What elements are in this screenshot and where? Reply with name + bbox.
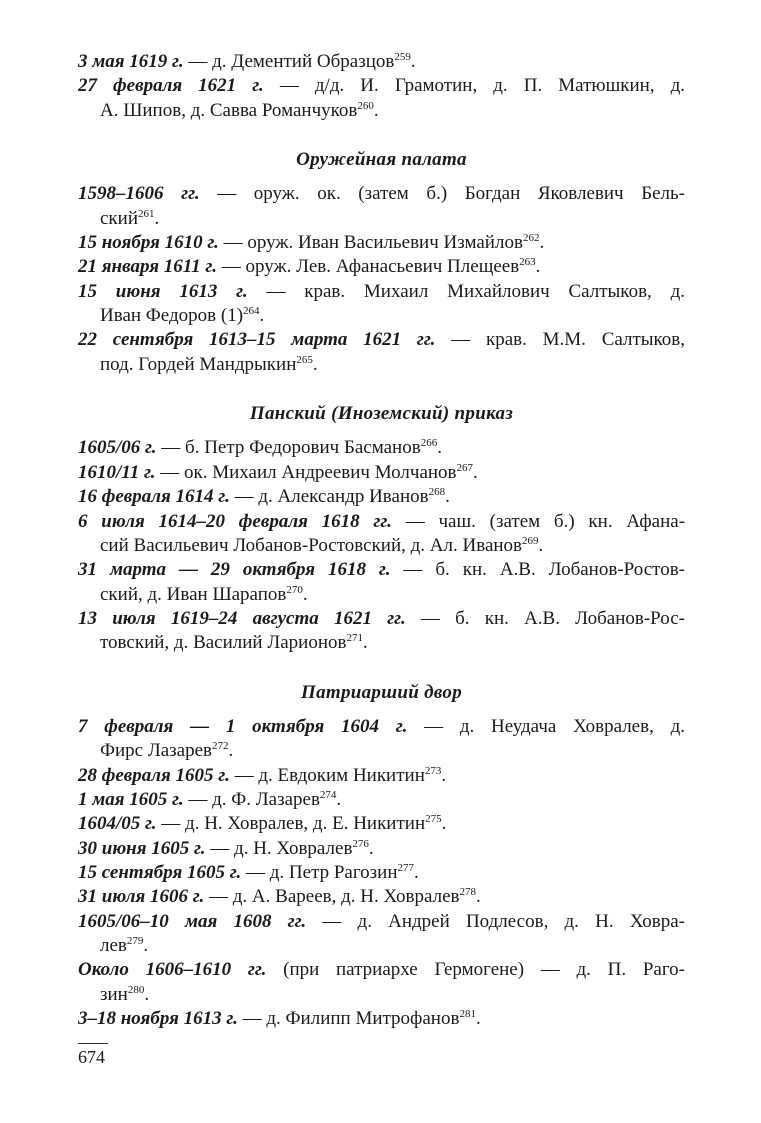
entry-line [78,715,685,739]
entry-text: — д. Александр Иванов [234,486,429,508]
entry-text: — д. Андрей Подлесов, д. Н. Ховра- [322,910,685,932]
entry-text: — б. кн. А.В. Лобанов-Рос- [420,607,685,629]
entry [78,910,685,959]
footnote-ref: 260 [357,99,374,112]
entry [78,861,685,885]
entry-text: — крав. Михаил Михайлович Салтыков, д. [266,280,685,302]
entry-date: 1605/06 г. [78,437,157,459]
entry [78,328,685,377]
entry-line: ский$^{261}$. [100,207,160,229]
entry-text: — крав. М.М. Салтыков, [451,329,685,351]
entry [78,958,685,1007]
footnote-ref: 270 [286,583,303,596]
footnote-ref: 264 [243,305,260,318]
entry-text: ский [100,207,138,229]
entry-text: Иван Федоров (1) [100,305,244,327]
section [78,402,685,655]
entry-text: — оруж. Иван Васильевич Измайлов [223,232,523,254]
entry-line: 15 ноября 1610 г. — оруж. Иван Васильевич Измайлов$^{262}$. [78,232,545,254]
entry-date: 1 мая 1605 г. [78,788,184,810]
entry-text: под. Гордей Мандрыкин [100,353,297,375]
footnote-ref: 263 [519,256,536,269]
section [78,50,685,123]
entry-line: зин$^{280}$. [100,983,150,1005]
entry-line: 3–18 ноября 1613 г. — д. Филипп Митрофанов$^{281}$. [78,1008,481,1030]
entry-date: 31 марта — 29 октября 1618 г. [78,559,391,581]
entry-text: лев [100,935,127,956]
footnote-ref: 275 [425,813,442,826]
entry-line: А. Шипов, д. Савва Романчуков$^{260}$. [100,99,379,121]
section-heading: Патриарший двор [301,681,462,703]
entry-line [78,280,685,304]
entry [78,50,685,74]
entry [78,764,685,788]
entry-line: ский, д. Иван Шарапов$^{270}$. [100,583,308,605]
entry-line [78,510,685,534]
entry-text: — б. кн. А.В. Лобанов-Ростов- [403,559,685,581]
entry [78,280,685,329]
entry [78,74,685,123]
entry-date: 6 июля 1614–20 февраля 1618 гг. [78,510,392,532]
footer-rule [78,1043,108,1044]
entry [78,231,685,255]
entry [78,436,685,460]
entry [78,182,685,231]
entry-line: 1 мая 1605 г. — д. Ф. Лазарев$^{274}$. [78,788,342,810]
entry-line: 16 февраля 1614 г. — д. Александр Иванов$^{268}$. [78,486,450,508]
footnote-ref: 280 [127,983,145,996]
footnote-ref: 266 [420,437,438,450]
entry-line: Иван Федоров $(1)^{264}$. [100,305,265,327]
footnote-ref: 261 [138,207,155,220]
section [78,148,685,377]
entry-text: А. Шипов, д. Савва Романчуков [100,99,358,121]
entry [78,485,685,509]
entry-line: 1610/11 г. — ок. Михаил Андреевич Молчанов$^{267}$. [78,461,478,483]
entry-text: — д/д. И. Грамотин, д. П. Матюшкин, д. [279,75,685,97]
entry [78,607,685,656]
entry-line: Фирс Лазарев$^{272}$. [100,740,234,762]
section-heading: Оружейная палата [296,149,467,171]
entry [78,510,685,559]
footnote-ref: 273 [424,764,442,777]
entry [78,788,685,812]
entry [78,1007,685,1031]
entry-date: 7 февраля — 1 октября 1604 г. [78,715,408,737]
entry-text: — д. Евдоким Никитин [234,764,425,786]
entry-line: под. Гордей Мандрыкин$^{265}$. [100,353,318,375]
entry-date: 1604/05 г. [78,813,157,835]
footnote-ref: 281 [459,1008,476,1021]
entry-line: 1604/05 г. — д. Н. Ховралев, д. Е. Никитин$^{275}$. [78,813,447,835]
entry-date: 1598–1606 гг. [78,183,200,205]
footnote-ref: 262 [522,232,540,245]
page-footer [78,1043,108,1068]
entry-line [78,607,685,631]
entry-text: — д. Ф. Лазарев [188,788,320,810]
entry-text: сий Васильевич Лобанов-Ростовский, д. Ал. Иванов [100,534,523,556]
entry-date: 1605/06–10 мая 1608 гг. [78,910,307,932]
footnote-ref: 265 [296,353,313,366]
footnote-ref: 274 [319,788,337,801]
entry-text: — оруж. Лев. Афанасьевич Плещеев [221,256,520,278]
entry-date: 28 февраля 1605 г. [78,764,230,786]
entry-line [78,958,685,982]
entry-date: 22 сентября 1613–15 марта 1621 гг. [78,329,436,351]
entry-text: — д. Н. Ховралев, д. Е. Никитин [161,813,426,835]
entry-date: 21 января 1611 г. [78,256,217,278]
entry-text: (при патриархе Гермогене) — д. П. Раго- [283,959,685,981]
entry-date: 3 мая 1619 г. [78,51,184,72]
entry [78,255,685,279]
footnote-ref: 276 [352,837,369,850]
entry-date: 15 июня 1613 г. [78,280,248,302]
entry-line [78,328,685,352]
entry-line: 30 июня 1605 г. — д. Н. Ховралев$^{276}$. [78,837,374,859]
entry-line: 1605/06 г. — б. Петр Федорович Басманов$^{266}$. [78,437,442,459]
entry-line: лев$^{279}$. [100,935,149,956]
entry-date: 1610/11 г. [78,461,156,483]
entry-line: товский, д. Василий Ларионов$^{271}$. [100,632,368,654]
entry-text: — д. Н. Ховралев [210,837,353,859]
entry-date: 31 июля 1606 г. [78,886,205,908]
entry-line [78,74,685,98]
page-body [78,50,685,1031]
entry-line: 3 мая 1619 г. — д. Дементий Образцов$^{259}$. [78,51,416,72]
entry-text: — оруж. ок. (затем б.) Богдан Яковлевич Бель- [217,183,685,205]
entry [78,837,685,861]
entry-text: — д. Дементий Образцов [188,51,395,72]
entry-text: — чаш. (затем б.) кн. Афана- [405,510,685,532]
entry-line [78,182,685,206]
entry-text: товский, д. Василий Ларионов [100,632,347,654]
entry-date: 15 ноября 1610 г. [78,232,219,254]
entry-line: 21 января 1611 г. — оруж. Лев. Афанасьевич Плещеев$^{263}$. [78,256,541,278]
entry-date: 16 февраля 1614 г. [78,486,230,508]
entry-text: — д. Филипп Митрофанов [242,1008,460,1030]
entry [78,558,685,607]
entry-date: 15 сентября 1605 г. [78,861,242,883]
section-heading: Панский (Иноземский) приказ [249,403,514,425]
footnote-ref: 269 [522,534,539,547]
entry-date: 13 июля 1619–24 августа 1621 гг. [78,607,406,629]
footnote-ref: 278 [459,886,476,899]
page-number: 674 [78,1047,105,1067]
entry [78,715,685,764]
entry-text: ский, д. Иван Шарапов [100,583,287,605]
entry-line [78,910,685,934]
entry-line: 28 февраля 1605 г. — д. Евдоким Никитин$^{273}$. [78,764,447,786]
section [78,681,685,1032]
entry-date: 3–18 ноября 1613 г. [78,1008,238,1030]
entry [78,812,685,836]
entry-text: Фирс Лазарев [100,740,213,762]
footnote-ref: 267 [456,461,474,474]
entry-line: 31 июля 1606 г. — д. А. Вареев, д. Н. Ховралев$^{278}$. [78,886,481,908]
entry-text: — д. Неудача Ховралев, д. [424,715,685,737]
entry-text: — ок. Михаил Андреевич Молчанов [160,461,457,483]
entry [78,461,685,485]
footnote-ref: 272 [212,740,229,753]
entry-text: — д. А. Вареев, д. Н. Ховралев [209,886,460,908]
footnote-ref: 277 [397,861,415,874]
footnote-ref: 271 [346,632,363,645]
entry-text: зин [100,983,128,1005]
entry-text: — б. Петр Федорович Басманов [161,437,421,459]
entry-date: Около 1606–1610 гг. [78,959,267,981]
entry-line: 15 сентября 1605 г. — д. Петр Рагозин$^{277}$. [78,861,419,883]
footnote-ref: 268 [428,486,446,499]
entry-line: сий Васильевич Лобанов-Ростовский, д. Ал. Иванов$^{269}$. [100,534,544,556]
footnote-ref: 259 [394,51,411,63]
entry-text: — д. Петр Рагозин [246,861,398,883]
entry-date: 30 июня 1605 г. [78,837,206,859]
footnote-ref: 279 [126,935,144,947]
entry-line [78,558,685,582]
entry [78,885,685,909]
entry-date: 27 февраля 1621 г. [78,75,264,97]
